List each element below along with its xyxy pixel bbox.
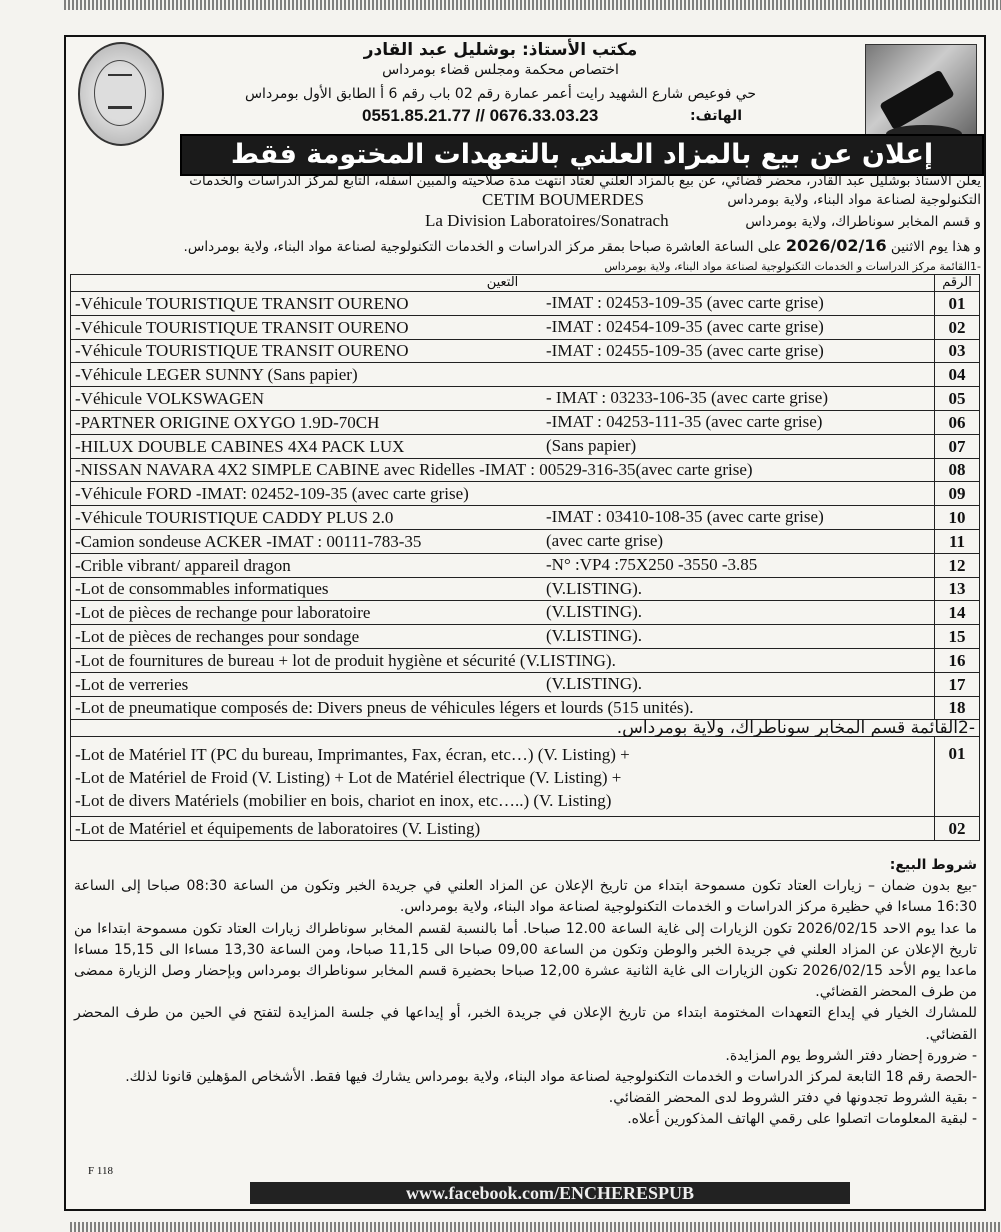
condition-1: -بيع بدون ضمان – زيارات العتاد تكون مسموحة ابتداء من تاريخ الإعلان عن المزاد العلني في جريدة الخبر وتكون من الساعة 08:30 صباحا إلى الساعة 16:30 مساءا في حظيرة مركز الدراسات و الخدمات التكنولوجية لصناعة مواد البناء، ولاية بومرداس.	[74, 878, 977, 916]
condition-2: ما عدا يوم الاحد 2026/02/15 تكون الزيارات إلى غاية الساعة 12.00 صباحا. أما بالنسبة لقسم المخابر سوناطراك زيارات العتاد تكون مسموحة ابتداءا من تاريخ الإعلان عن المزاد العلني في جريدة الخبر والوطن وتكون من الساعة 09,00 صباحا الى 11,15 صباحا، ومن الساعة 13,30 مساءا الى 15,15 مساءا ماعدا يوم الأحد 2026/02/15 تكون الزيارات الى غاية الثانية عشرة 12,00 صباحا بحضيرة قسم المخابر سوناطراك بومرداس وبإحضار وصل الزيارة ممضى من طرف المحضر القضائي.	[74, 920, 978, 1001]
item-desc: -Lot de verreries	[75, 674, 189, 694]
intro-sonatrach: La Division Laboratoires/Sonatrach	[425, 211, 669, 230]
facebook-link[interactable]: www.facebook.com/ENCHERESPUB	[250, 1182, 850, 1204]
table-row	[71, 553, 980, 577]
item-desc: -Véhicule TOURISTIQUE TRANSIT OURENO	[75, 293, 409, 313]
item-imat: -IMAT : 02455-109-35 (avec carte grise)	[546, 340, 824, 360]
lot-2-desc: -Lot de Matériel et équipements de laboratoires (V. Listing)	[71, 817, 935, 841]
lot-1-line-2: -Lot de Matériel de Froid (V. Listing) + Lot de Matériel électrique (V. Listing) +	[75, 768, 622, 788]
item-number: 09	[935, 482, 980, 506]
table-row	[71, 696, 980, 720]
table-row	[71, 601, 980, 625]
condition-5: -الحصة رقم 18 التابعة لمركز الدراسات و الخدمات التكنولوجية لصناعة مواد البناء، ولاية بومرداس يشارك فيها فقط. الأشخاص المؤهلين قانونا لذلك.	[125, 1069, 977, 1086]
item-imat: (avec carte grise)	[546, 530, 664, 550]
announcement-title: إعلان عن بيع بالمزاد العلني بالتعهدات المختومة فقط	[180, 134, 984, 176]
condition-6: - بقية الشروط تجدونها في دفتر الشروط لدى المحضر القضائي.	[608, 1090, 977, 1107]
item-number: 02	[935, 817, 980, 841]
item-number: 11	[935, 529, 980, 553]
item-desc: -Lot de pièces de rechanges pour sondage	[75, 627, 360, 647]
item-number: 01	[935, 737, 980, 817]
lot-1-line-1: -Lot de Matériel IT (PC du bureau, Imprimantes, Fax, écran, etc…) (V. Listing) +	[75, 745, 630, 765]
item-desc: -Lot de consommables informatiques	[75, 579, 329, 599]
table-row	[71, 482, 980, 506]
table-row	[71, 577, 980, 601]
condition-4: - ضرورة إحضار دفتر الشروط يوم المزايدة.	[725, 1047, 977, 1064]
table-row	[71, 387, 980, 411]
col-number: الرقم	[935, 275, 980, 292]
table-row	[71, 506, 980, 530]
item-imat: -IMAT : 03410-108-35 (avec carte grise)	[546, 507, 824, 527]
item-imat: (V.LISTING).	[546, 626, 643, 646]
items-table	[70, 274, 980, 841]
item-imat: -N° :VP4 :75X250 -3550 -3.85	[546, 554, 758, 574]
intro-line-3: و قسم المخابر سوناطراك، ولاية بومرداس	[745, 214, 981, 230]
table-row	[71, 315, 980, 339]
item-desc: -PARTNER ORIGINE OXYGO 1.9D-70CH	[75, 412, 380, 432]
item-imat: (V.LISTING).	[546, 578, 643, 598]
item-number: 01	[935, 292, 980, 316]
sale-conditions	[74, 855, 977, 1131]
item-desc: -HILUX DOUBLE CABINES 4X4 PACK LUX	[75, 436, 405, 456]
item-imat: - IMAT : 03233-106-35 (avec carte grise)	[546, 388, 828, 408]
item-number: 15	[935, 625, 980, 649]
bottom-border-strip	[70, 1222, 1001, 1232]
table-row	[71, 434, 980, 458]
item-imat: (V.LISTING).	[546, 673, 643, 693]
item-imat: (V.LISTING).	[546, 602, 643, 622]
item-imat: -IMAT : 02453-109-35 (avec carte grise)	[546, 293, 824, 312]
lot-1-line-3: -Lot de divers Matériels (mobilier en bois, chariot en inox, etc…..) (V. Listing)	[75, 791, 612, 811]
item-desc: -Véhicule LEGER SUNNY (Sans papier)	[75, 365, 358, 385]
item-desc: -Camion sondeuse ACKER -IMAT : 00111-783-35	[75, 531, 422, 551]
table-row	[71, 672, 980, 696]
item-imat: -IMAT : 02454-109-35 (avec carte grise)	[546, 316, 824, 336]
item-imat: (Sans papier)	[546, 435, 637, 455]
phone-label: الهاتف:	[690, 108, 743, 124]
table-header-row	[71, 275, 980, 292]
item-number: 18	[935, 696, 980, 720]
intro-line-2: التكنولوجية لصناعة مواد البناء، ولاية بومرداس	[727, 192, 981, 208]
intro-line-4	[184, 236, 981, 255]
item-number: 17	[935, 672, 980, 696]
item-number: 08	[935, 458, 980, 482]
item-number: 14	[935, 601, 980, 625]
section-2-heading: -2القائمة قسم المخابر سوناطراك، ولاية بومرداس.	[71, 720, 980, 737]
item-desc: -NISSAN NAVARA 4X2 SIMPLE CABINE avec Ridelles -IMAT : 00529-316-35(avec carte grise)	[75, 460, 753, 480]
top-border-strip	[64, 0, 1001, 10]
condition-3: للمشارك الخيار في إيداع التعهدات المختومة ابتداء من تاريخ الإعلان في جريدة الخبر، أو إيداعها في جلسة المزايدة لتفتح في الحين من طرف المحضر القضائي.	[74, 1005, 977, 1043]
table-row	[71, 292, 980, 316]
item-desc: -Crible vibrant/ appareil dragon	[75, 555, 291, 575]
office-specialty: اختصاص محكمة ومجلس قضاء بومرداس	[382, 62, 619, 78]
office-name: مكتب الأستاذ: بوشليل عبد القادر	[363, 40, 638, 60]
condition-7: - لبقية المعلومات اتصلوا على رقمي الهاتف المذكورين أعلاه.	[627, 1111, 977, 1128]
item-desc: -Véhicule FORD -IMAT: 02452-109-35 (avec carte grise)	[75, 484, 469, 504]
col-designation: التعين	[71, 275, 935, 292]
item-imat: -IMAT : 04253-111-35 (avec carte grise)	[546, 411, 823, 431]
intro-line-4-post: على الساعة العاشرة صباحا بمقر مركز الدراسات و الخدمات التكنولوجية لصناعة مواد البناء، ولاية بومرداس.	[183, 239, 782, 255]
item-number: 06	[935, 410, 980, 434]
table-row	[71, 529, 980, 553]
item-desc: -Véhicule TOURISTIQUE TRANSIT OURENO	[75, 317, 409, 337]
table-row	[71, 625, 980, 649]
item-desc: -Lot de pièces de rechange pour laboratoire	[75, 603, 371, 623]
table-row	[71, 648, 980, 672]
item-number: 03	[935, 339, 980, 363]
auction-date: 2026/02/16	[785, 236, 887, 255]
item-desc: -Véhicule VOLKSWAGEN	[75, 389, 265, 409]
table-row	[71, 363, 980, 387]
item-number: 16	[935, 648, 980, 672]
item-desc: -Véhicule TOURISTIQUE CADDY PLUS 2.0	[75, 508, 394, 528]
intro-line-1: يعلن الأستاذ بوشليل عبد القادر، محضر قضائي، عن بيع بالمزاد العلني لعتاد انتهت مدة صلاحيته والمبين أسفله، التابع لمركز الدراسات والخدمات	[189, 173, 981, 189]
intro-line-4-pre: و هذا يوم الاثنين	[890, 239, 981, 255]
item-desc: -Lot de pneumatique composés de: Divers pneus de véhicules légers et lourds (515 unités).	[75, 698, 694, 718]
phone-numbers: 0551.85.21.77 // 0676.33.03.23	[362, 106, 599, 125]
item-desc: -Véhicule TOURISTIQUE TRANSIT OURENO	[75, 341, 409, 361]
office-address: حي فوعيص شارع الشهيد رايت أعمر عمارة رقم 02 باب رقم 6 أ الطابق الأول بومرداس	[244, 86, 757, 102]
table-row	[71, 458, 980, 482]
item-number: 05	[935, 387, 980, 411]
item-number: 04	[935, 363, 980, 387]
intro-cetim: CETIM BOUMERDES	[482, 190, 644, 209]
table-row	[71, 410, 980, 434]
item-number: 12	[935, 553, 980, 577]
conditions-heading: شروط البيع:	[889, 857, 977, 873]
item-number: 13	[935, 577, 980, 601]
section-1-heading: -1القائمة مركز الدراسات و الخدمات التكنولوجية لصناعة مواد البناء، ولاية بومرداس	[604, 260, 981, 273]
item-number: 02	[935, 315, 980, 339]
table-row	[71, 339, 980, 363]
section-2-heading-row	[71, 720, 980, 737]
item-number: 07	[935, 434, 980, 458]
item-desc: -Lot de fournitures de bureau + lot de produit hygiène et sécurité (V.LISTING).	[75, 650, 616, 670]
table-row	[71, 817, 980, 841]
table-row	[71, 737, 980, 817]
footer-code: F 118	[88, 1165, 113, 1177]
item-number: 10	[935, 506, 980, 530]
